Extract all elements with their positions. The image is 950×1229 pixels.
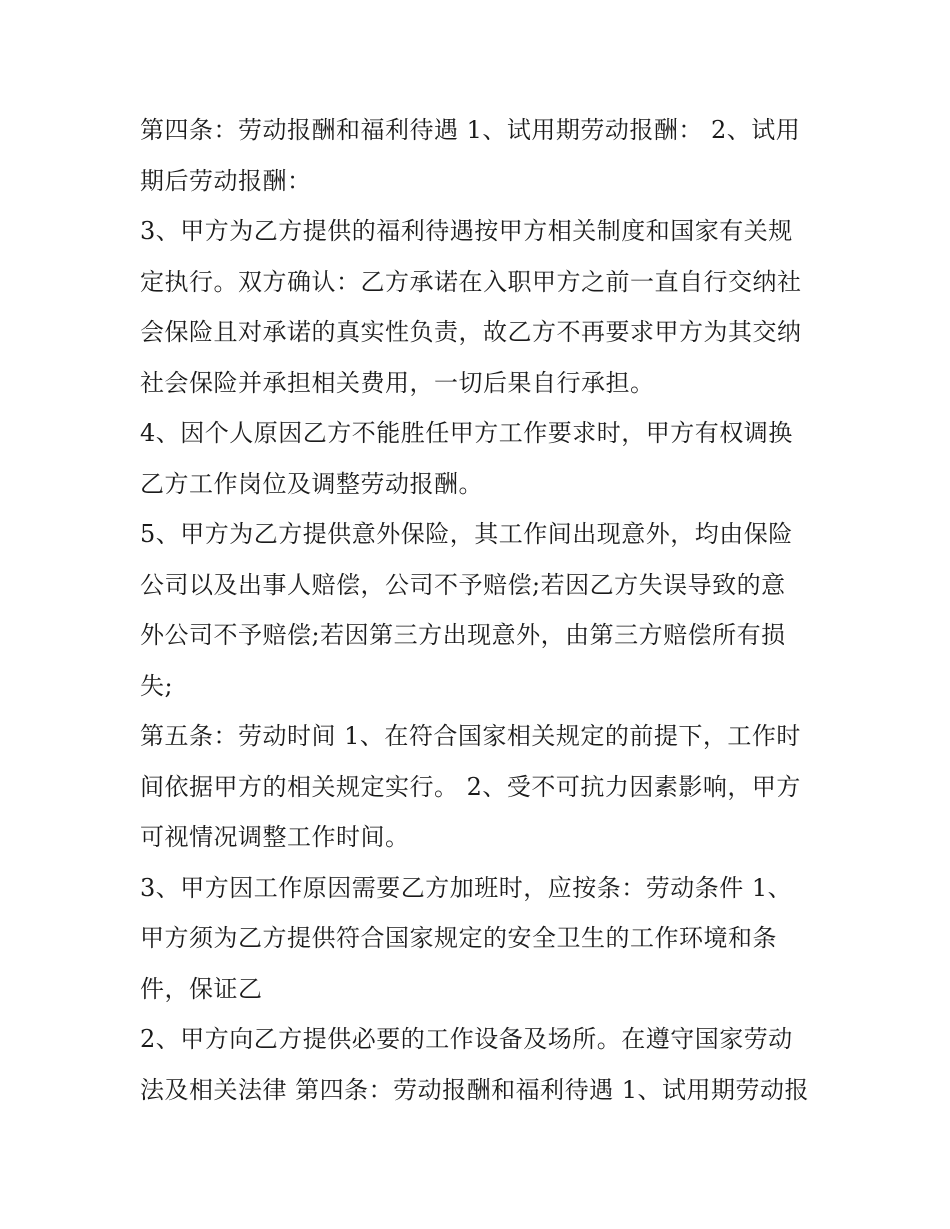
text-line: 会保险且对承诺的真实性负责，故乙方不再要求甲方为其交纳 [140, 318, 802, 346]
text-line: 2、甲方向乙方提供必要的工作设备及场所。在遵守国家劳动 [140, 1025, 793, 1053]
text-line: 甲方须为乙方提供符合国家规定的安全卫生的工作环境和条 [140, 924, 777, 952]
document-body [140, 105, 820, 1115]
text-line: 失; [140, 671, 174, 700]
text-line: 4、因个人原因乙方不能胜任甲方工作要求时，甲方有权调换 [140, 419, 793, 447]
text-line: 乙方工作岗位及调整劳动报酬。 [140, 469, 483, 498]
text-line: 法及相关法律 第四条：劳动报酬和福利待遇 1、试用期劳动报 [140, 1075, 810, 1104]
text-line: 3、甲方因工作原因需要乙方加班时，应按条：劳动条件 1、 [140, 873, 793, 902]
text-line: 5、甲方为乙方提供意外保险，其工作间出现意外，均由保险 [140, 520, 793, 548]
text-line: 社会保险并承担相关费用，一切后果自行承担。 [140, 368, 655, 397]
text-line: 间依据甲方的相关规定实行。 2、受不可抗力因素影响，甲方 [140, 772, 801, 801]
text-line: 第五条：劳动时间 1、在符合国家相关规定的前提下，工作时 [140, 722, 801, 750]
text-line: 期后劳动报酬： [140, 166, 312, 195]
text-line: 第四条：劳动报酬和福利待遇 1、试用期劳动报酬： 2、试用 [140, 116, 801, 144]
text-line: 3、甲方为乙方提供的福利待遇按甲方相关制度和国家有关规 [140, 217, 793, 245]
text-line: 公司以及出事人赔偿，公司不予赔偿;若因乙方失误导致的意 [140, 570, 786, 599]
text-line: 外公司不予赔偿;若因第三方出现意外，由第三方赔偿所有损 [140, 621, 786, 649]
text-line: 可视情况调整工作时间。 [140, 823, 410, 851]
text-line: 定执行。双方确认：乙方承诺在入职甲方之前一直自行交纳社 [140, 267, 802, 296]
text-line: 件，保证乙 [140, 974, 263, 1003]
